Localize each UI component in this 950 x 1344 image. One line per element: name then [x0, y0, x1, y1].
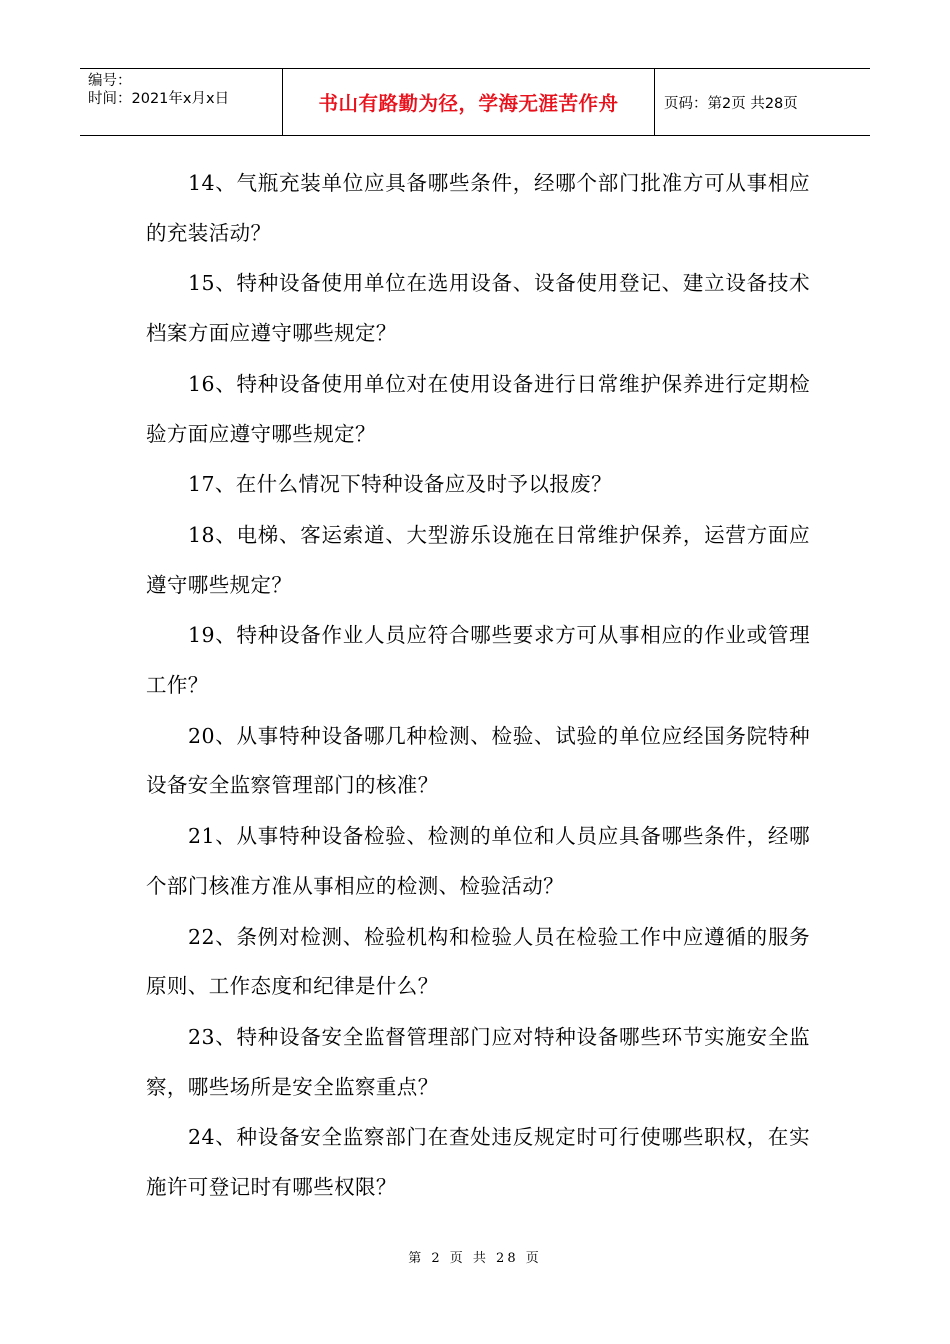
question-item: 20、从事特种设备哪几种检测、检验、试验的单位应经国务院特种设备安全监察管理部门的核准？ [146, 723, 810, 798]
question-item: 17、在什么情况下特种设备应及时予以报废？ [188, 472, 612, 497]
motto-text: 书山有路勤为径，学海无涯苦作舟 [318, 92, 619, 115]
footer-page-number: 第 2 页 共 28 页 [408, 1251, 542, 1266]
question-item: 15、特种设备使用单位在选用设备、设备使用登记、建立设备技术档案方面应遵守哪些规定？ [146, 271, 810, 346]
header-page-info: 页码：第2页 共28页 [664, 95, 798, 112]
question-item: 22、条例对检测、检验机构和检验人员在检验工作中应遵循的服务原则、工作态度和纪律是什么？ [146, 924, 810, 999]
question-item: 24、种设备安全监察部门在查处违反规定时可行使哪些职权，在实施许可登记时有哪些权限？ [146, 1125, 810, 1200]
time-label: 时间：2021年x月x日 [88, 91, 230, 107]
number-label: 编号： [88, 73, 132, 89]
page-header [80, 68, 870, 136]
question-item: 18、电梯、客运索道、大型游乐设施在日常维护保养，运营方面应遵守哪些规定？ [146, 522, 810, 597]
question-item: 16、特种设备使用单位对在使用设备进行日常维护保养进行定期检验方面应遵守哪些规定？ [146, 371, 810, 446]
header-page-cell [655, 69, 870, 135]
question-item: 23、特种设备安全监督管理部门应对特种设备哪些环节实施安全监察，哪些场所是安全监察重点？ [146, 1024, 810, 1099]
page-footer [0, 1247, 950, 1266]
header-meta [80, 69, 282, 135]
header-motto-cell [282, 69, 655, 135]
question-item: 19、特种设备作业人员应符合哪些要求方可从事相应的作业或管理工作？ [146, 623, 810, 698]
question-item: 21、从事特种设备检验、检测的单位和人员应具备哪些条件，经哪个部门核准方准从事相应的检测、检验活动？ [146, 824, 810, 898]
question-list [146, 159, 810, 1214]
question-item: 14、气瓶充装单位应具备哪些条件，经哪个部门批准方可从事相应的充装活动？ [146, 171, 810, 245]
